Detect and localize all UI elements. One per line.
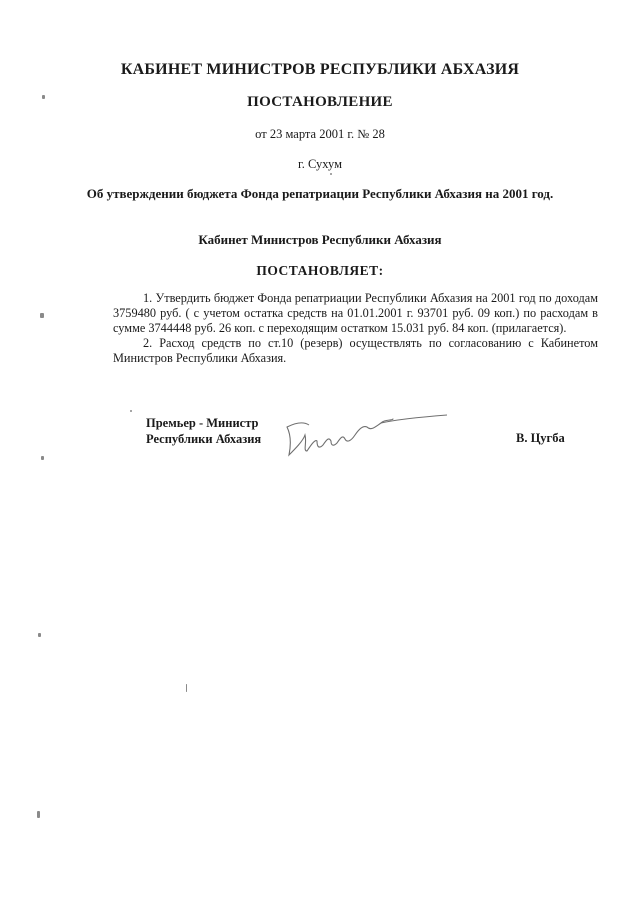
resolves-heading: ПОСТАНОВЛЯЕТ:: [256, 263, 384, 278]
signatory-position: [146, 415, 261, 447]
signatory-name: В. Цугба: [516, 431, 565, 445]
date-number: от 23 марта 2001 г. № 28: [255, 127, 385, 141]
handwritten-signature: [281, 405, 451, 465]
position-line-1: Премьер - Министр: [146, 416, 259, 430]
organization-title: КАБИНЕТ МИНИСТРОВ РЕСПУБЛИКИ АБХАЗИЯ: [120, 61, 520, 78]
paragraph-1: 1. Утвердить бюджет Фонда репатриации Республики Абхазия на 2001 год по доходам 3759480 руб. ( с учетом остатка средств на 01.01.2001 г. 93701 руб. 09 коп.) по расходам в сумме 3744448 руб. 26 коп. с переходящим остатком 15.031 руб. 84 коп. (прилагается).: [113, 291, 598, 335]
paragraph-2: 2. Расход средств по ст.10 (резерв) осуществлять по согласованию с Кабинетом Министров Республики Абхазия.: [113, 336, 598, 365]
issuer: Кабинет Министров Республики Абхазия: [198, 232, 442, 247]
position-line-2: Республики Абхазия: [146, 432, 262, 446]
city: г. Сухум: [297, 157, 342, 171]
document-type: ПОСТАНОВЛЕНИЕ: [247, 94, 393, 110]
document-subject: Об утверждении бюджета Фонда репатриации Республики Абхазия на 2001 год.: [86, 186, 554, 201]
body-text: [113, 291, 598, 366]
